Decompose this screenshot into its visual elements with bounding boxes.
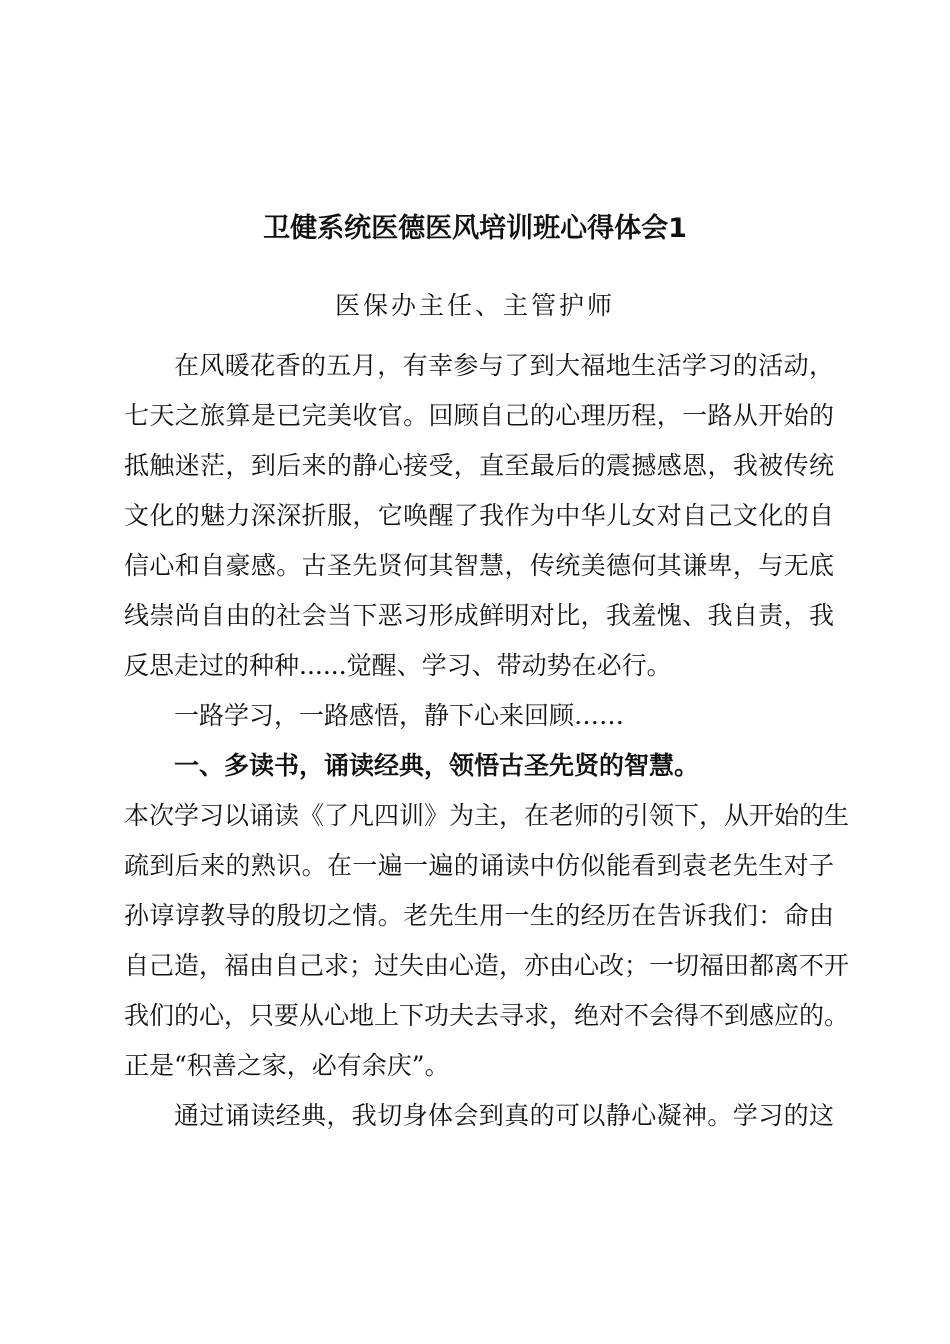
paragraph-line: 自己造，福由自己求；过失由心造，亦由心改；一切福田都离不开 <box>124 951 850 980</box>
paragraph-line: 本次学习以诵读《了凡四训》为主，在老师的引领下，从开始的生 <box>124 801 850 830</box>
paragraph-line: 抵触迷茫，到后来的静心接受，直至最后的震撼感恩，我被传统 <box>124 451 834 480</box>
paragraph-line: 我们的心，只要从心地上下功夫去寻求，绝对不会得不到感应的。 <box>124 1001 850 1030</box>
paragraph-line: 通过诵读经典，我切身体会到真的可以静心凝神。学习的这 <box>174 1101 834 1130</box>
paragraph-line: 七天之旅算是已完美收官。回顾自己的心理历程，一路从开始的 <box>124 401 834 430</box>
paragraph-line: 一路学习，一路感悟，静下心来回顾…… <box>174 701 625 730</box>
paragraph-line: 信心和自豪感。古圣先贤何其智慧，传统美德何其谦卑，与无底 <box>124 551 834 580</box>
paragraph-line: 正是“积善之家，必有余庆”。 <box>124 1051 450 1080</box>
paragraph-line: 孙谆谆教导的殷切之情。老先生用一生的经历在告诉我们：命由 <box>124 901 834 930</box>
paragraph-line: 反思走过的种种......觉醒、学习、带动势在必行。 <box>124 651 672 680</box>
paragraph-line: 线崇尚自由的社会当下恶习形成鲜明对比，我羞愧、我自责，我 <box>124 601 834 630</box>
paragraph-line: 文化的魅力深深折服，它唤醒了我作为中华儿女对自己文化的自 <box>124 501 834 530</box>
paragraph-line: 在风暖花香的五月，有幸参与了到大福地生活学习的活动， <box>174 351 834 380</box>
author-line: 医保办主任、主管护师 <box>334 291 615 320</box>
paragraph-line: 疏到后来的熟识。在一遍一遍的诵读中仿似能看到袁老先生对子 <box>124 851 834 880</box>
document-title: 卫健系统医德医风培训班心得体会1 <box>263 213 687 244</box>
section-heading: 一、多读书，诵读经典，领悟古圣先贤的智慧。 <box>174 751 700 780</box>
